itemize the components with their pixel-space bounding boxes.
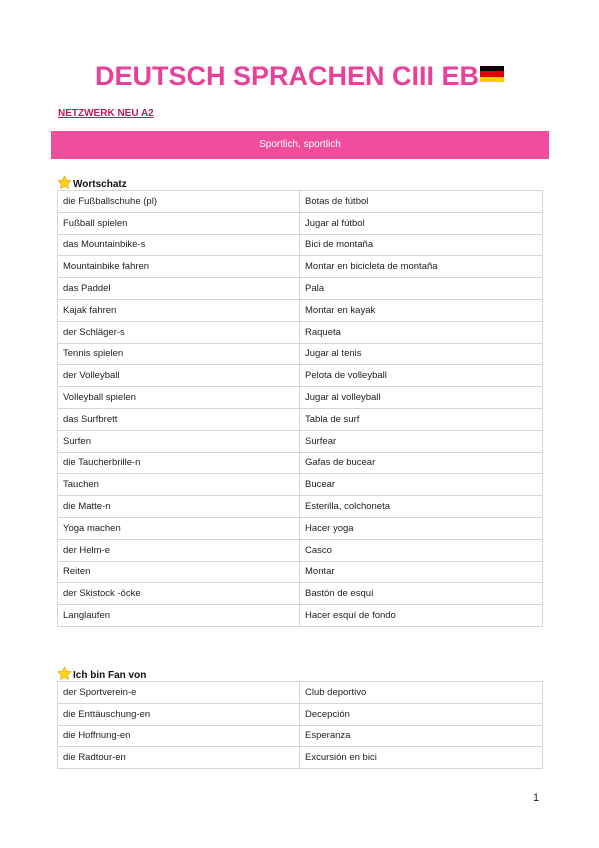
table-row: [58, 725, 543, 747]
german-term-cell: Mountainbike fahren: [58, 256, 300, 278]
german-term-cell: die Fußballschuhe (pl): [58, 191, 300, 213]
german-flag-icon: [480, 66, 504, 82]
spanish-translation-cell: Montar en bicicleta de montaña: [300, 256, 543, 278]
spanish-translation-cell: Hacer esquí de fondo: [300, 605, 543, 627]
table-row: [58, 583, 543, 605]
spanish-translation-cell: Botas de fútbol: [300, 191, 543, 213]
german-term-cell: der Schläger-s: [58, 321, 300, 343]
section-banner: Sportlich, sportlich: [51, 131, 549, 159]
page-number: 1: [533, 792, 540, 804]
german-term-cell: die Taucherbrille-n: [58, 452, 300, 474]
spanish-translation-cell: Bucear: [300, 474, 543, 496]
german-term-cell: Surfen: [58, 430, 300, 452]
table-row: [58, 496, 543, 518]
spanish-translation-cell: Gafas de bucear: [300, 452, 543, 474]
table-row: [58, 343, 543, 365]
spanish-translation-cell: Casco: [300, 539, 543, 561]
table-row: [58, 234, 543, 256]
spanish-translation-cell: Raqueta: [300, 321, 543, 343]
german-term-cell: der Helm-e: [58, 539, 300, 561]
german-term-cell: Reiten: [58, 561, 300, 583]
german-term-cell: der Volleyball: [58, 365, 300, 387]
table-row: [58, 191, 543, 213]
table-row: [58, 539, 543, 561]
german-term-cell: die Enttäuschung-en: [58, 703, 300, 725]
spanish-translation-cell: Montar: [300, 561, 543, 583]
subtitle-link[interactable]: NETZWERK NEU A2: [58, 108, 154, 119]
spanish-translation-cell: Jugar al tenis: [300, 343, 543, 365]
table-row: [58, 517, 543, 539]
spanish-translation-cell: Excursión en bici: [300, 747, 543, 769]
german-term-cell: Volleyball spielen: [58, 387, 300, 409]
table-row: [58, 278, 543, 300]
spanish-translation-cell: Bici de montaña: [300, 234, 543, 256]
german-term-cell: der Sportverein-e: [58, 682, 300, 704]
german-term-cell: das Surfbrett: [58, 408, 300, 430]
vocab-table-wortschatz: [57, 190, 543, 627]
german-term-cell: das Mountainbike-s: [58, 234, 300, 256]
german-term-cell: die Radtour-en: [58, 747, 300, 769]
page-title-text: DEUTSCH SPRACHEN CIII EB: [94, 61, 480, 91]
spanish-translation-cell: Pelota de volleyball: [300, 365, 543, 387]
page-title: [0, 60, 599, 92]
spanish-translation-cell: Esperanza: [300, 725, 543, 747]
table-row: [58, 321, 543, 343]
german-term-cell: Kajak fahren: [58, 299, 300, 321]
german-term-cell: Tennis spielen: [58, 343, 300, 365]
table-row: [58, 430, 543, 452]
german-term-cell: die Matte-n: [58, 496, 300, 518]
spanish-translation-cell: Jugar al volleyball: [300, 387, 543, 409]
table-row: [58, 212, 543, 234]
spanish-translation-cell: Bastón de esquí: [300, 583, 543, 605]
spanish-translation-cell: Montar en kayak: [300, 299, 543, 321]
german-term-cell: Yoga machen: [58, 517, 300, 539]
star-icon: [57, 666, 72, 681]
spanish-translation-cell: Hacer yoga: [300, 517, 543, 539]
german-term-cell: Tauchen: [58, 474, 300, 496]
table-row: [58, 256, 543, 278]
table-row: [58, 605, 543, 627]
table-row: [58, 703, 543, 725]
section-heading-text: Ich bin Fan von: [73, 670, 147, 681]
table-row: [58, 452, 543, 474]
spanish-translation-cell: Tabla de surf: [300, 408, 543, 430]
table-row: [58, 474, 543, 496]
german-term-cell: Langlaufen: [58, 605, 300, 627]
german-term-cell: der Skistock -öcke: [58, 583, 300, 605]
spanish-translation-cell: Jugar al fútbol: [300, 212, 543, 234]
table-row: [58, 561, 543, 583]
german-term-cell: die Hoffnung-en: [58, 725, 300, 747]
vocab-table-fan: [57, 681, 543, 769]
table-row: [58, 387, 543, 409]
spanish-translation-cell: Surfear: [300, 430, 543, 452]
spanish-translation-cell: Club deportivo: [300, 682, 543, 704]
german-term-cell: Fußball spielen: [58, 212, 300, 234]
table-row: [58, 299, 543, 321]
table-row: [58, 747, 543, 769]
spanish-translation-cell: Esterilla, colchoneta: [300, 496, 543, 518]
section-heading-text: Wortschatz: [73, 179, 127, 190]
german-term-cell: das Paddel: [58, 278, 300, 300]
table-row: [58, 365, 543, 387]
spanish-translation-cell: Pala: [300, 278, 543, 300]
table-row: [58, 682, 543, 704]
table-row: [58, 408, 543, 430]
spanish-translation-cell: Decepción: [300, 703, 543, 725]
star-icon: [57, 175, 72, 190]
